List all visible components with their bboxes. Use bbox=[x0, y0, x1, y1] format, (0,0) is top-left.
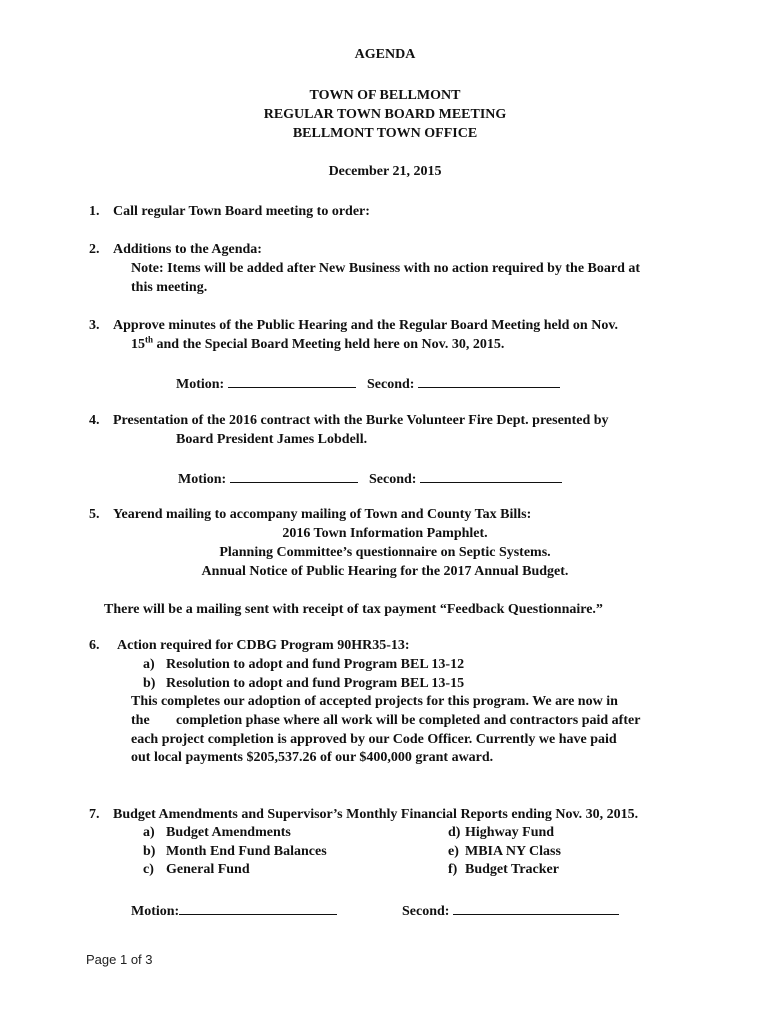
item-text: Presentation of the 2016 contract with the Burke Volunteer Fire Dept. presented by bbox=[113, 413, 609, 428]
second-line bbox=[369, 468, 562, 490]
second-blank bbox=[418, 373, 560, 388]
item-text-continued: Board President James Lobdell. bbox=[176, 432, 368, 447]
sub-item-text: Budget Tracker bbox=[465, 862, 559, 877]
mailing-item-pamphlet: 2016 Town Information Pamphlet. bbox=[282, 526, 488, 541]
item-text: Additions to the Agenda: bbox=[113, 242, 262, 257]
item-text: Action required for CDBG Program 90HR35-13: bbox=[117, 638, 410, 653]
motion-label: Motion: bbox=[178, 472, 227, 487]
motion-line bbox=[176, 373, 356, 395]
second-line bbox=[402, 900, 619, 922]
agenda-title: AGENDA bbox=[354, 47, 416, 62]
sub-item-text: MBIA NY Class bbox=[465, 844, 561, 859]
motion-blank bbox=[230, 468, 358, 483]
item-text: Approve minutes of the Public Hearing and the Regular Board Meeting held on Nov. bbox=[113, 318, 619, 333]
item-text-continued: 15th and the Special Board Meeting held here on Nov. 30, 2015. bbox=[131, 334, 505, 352]
item-number: 3. bbox=[89, 318, 100, 333]
item-paragraph: This completes our adoption of accepted projects for this program. We are now in bbox=[131, 694, 618, 709]
sub-item-marker: a) bbox=[143, 825, 155, 840]
page-number: Page 1 of 3 bbox=[86, 952, 153, 967]
second-label: Second: bbox=[369, 472, 417, 487]
motion-label: Motion: bbox=[176, 377, 225, 392]
item-number: 5. bbox=[89, 507, 100, 522]
item-text: Budget Amendments and Supervisor’s Monthly Financial Reports ending Nov. 30, 2015. bbox=[113, 807, 639, 822]
mailing-item-questionnaire: Planning Committee’s questionnaire on Septic Systems. bbox=[219, 545, 551, 560]
sub-item-text: Resolution to adopt and fund Program BEL 13-15 bbox=[166, 676, 465, 691]
sub-item-marker: b) bbox=[143, 844, 156, 859]
sub-item-marker: d) bbox=[448, 825, 461, 840]
motion-line bbox=[131, 900, 337, 922]
sub-item-marker: b) bbox=[143, 676, 156, 691]
sub-item-marker: f) bbox=[448, 862, 458, 877]
motion-blank bbox=[228, 373, 356, 388]
item-paragraph: completion phase where all work will be completed and contractors paid after bbox=[176, 713, 641, 728]
item-paragraph: out local payments $205,537.26 of our $400,000 grant award. bbox=[131, 750, 494, 765]
sub-item-text: Resolution to adopt and fund Program BEL 13-12 bbox=[166, 657, 465, 672]
second-label: Second: bbox=[402, 904, 450, 919]
sub-item-text: Budget Amendments bbox=[166, 825, 291, 840]
motion-label: Motion: bbox=[131, 904, 180, 919]
item-text: Call regular Town Board meeting to order: bbox=[113, 204, 370, 219]
sub-item-marker: c) bbox=[143, 862, 154, 877]
second-label: Second: bbox=[367, 377, 415, 392]
sub-item-marker: e) bbox=[448, 844, 459, 859]
item-paragraph: the bbox=[131, 713, 150, 728]
meeting-location: BELLMONT TOWN OFFICE bbox=[292, 126, 478, 141]
second-blank bbox=[453, 900, 619, 915]
sub-item-text: General Fund bbox=[166, 862, 250, 877]
second-line bbox=[367, 373, 560, 395]
mailing-item-notice: Annual Notice of Public Hearing for the 2017 Annual Budget. bbox=[201, 564, 569, 579]
item-number: 7. bbox=[89, 807, 100, 822]
motion-line bbox=[178, 468, 358, 490]
item-number: 1. bbox=[89, 204, 100, 219]
item-note-continued: this meeting. bbox=[131, 280, 208, 295]
sub-item-marker: a) bbox=[143, 657, 155, 672]
town-name: TOWN OF BELLMONT bbox=[309, 88, 461, 103]
mailing-note: There will be a mailing sent with receipt of tax payment “Feedback Questionnaire.” bbox=[104, 602, 603, 617]
sub-item-text: Month End Fund Balances bbox=[166, 844, 327, 859]
item-number: 4. bbox=[89, 413, 100, 428]
meeting-date: December 21, 2015 bbox=[328, 164, 442, 179]
sub-item-text: Highway Fund bbox=[465, 825, 555, 840]
second-blank bbox=[420, 468, 562, 483]
item-paragraph: each project completion is approved by our Code Officer. Currently we have paid bbox=[131, 732, 617, 747]
item-text: Yearend mailing to accompany mailing of Town and County Tax Bills: bbox=[113, 507, 532, 522]
item-number: 6. bbox=[89, 638, 100, 653]
item-note: Note: Items will be added after New Business with no action required by the Board at bbox=[131, 261, 641, 276]
motion-blank bbox=[179, 900, 337, 915]
item-number: 2. bbox=[89, 242, 100, 257]
meeting-name: REGULAR TOWN BOARD MEETING bbox=[263, 107, 507, 122]
